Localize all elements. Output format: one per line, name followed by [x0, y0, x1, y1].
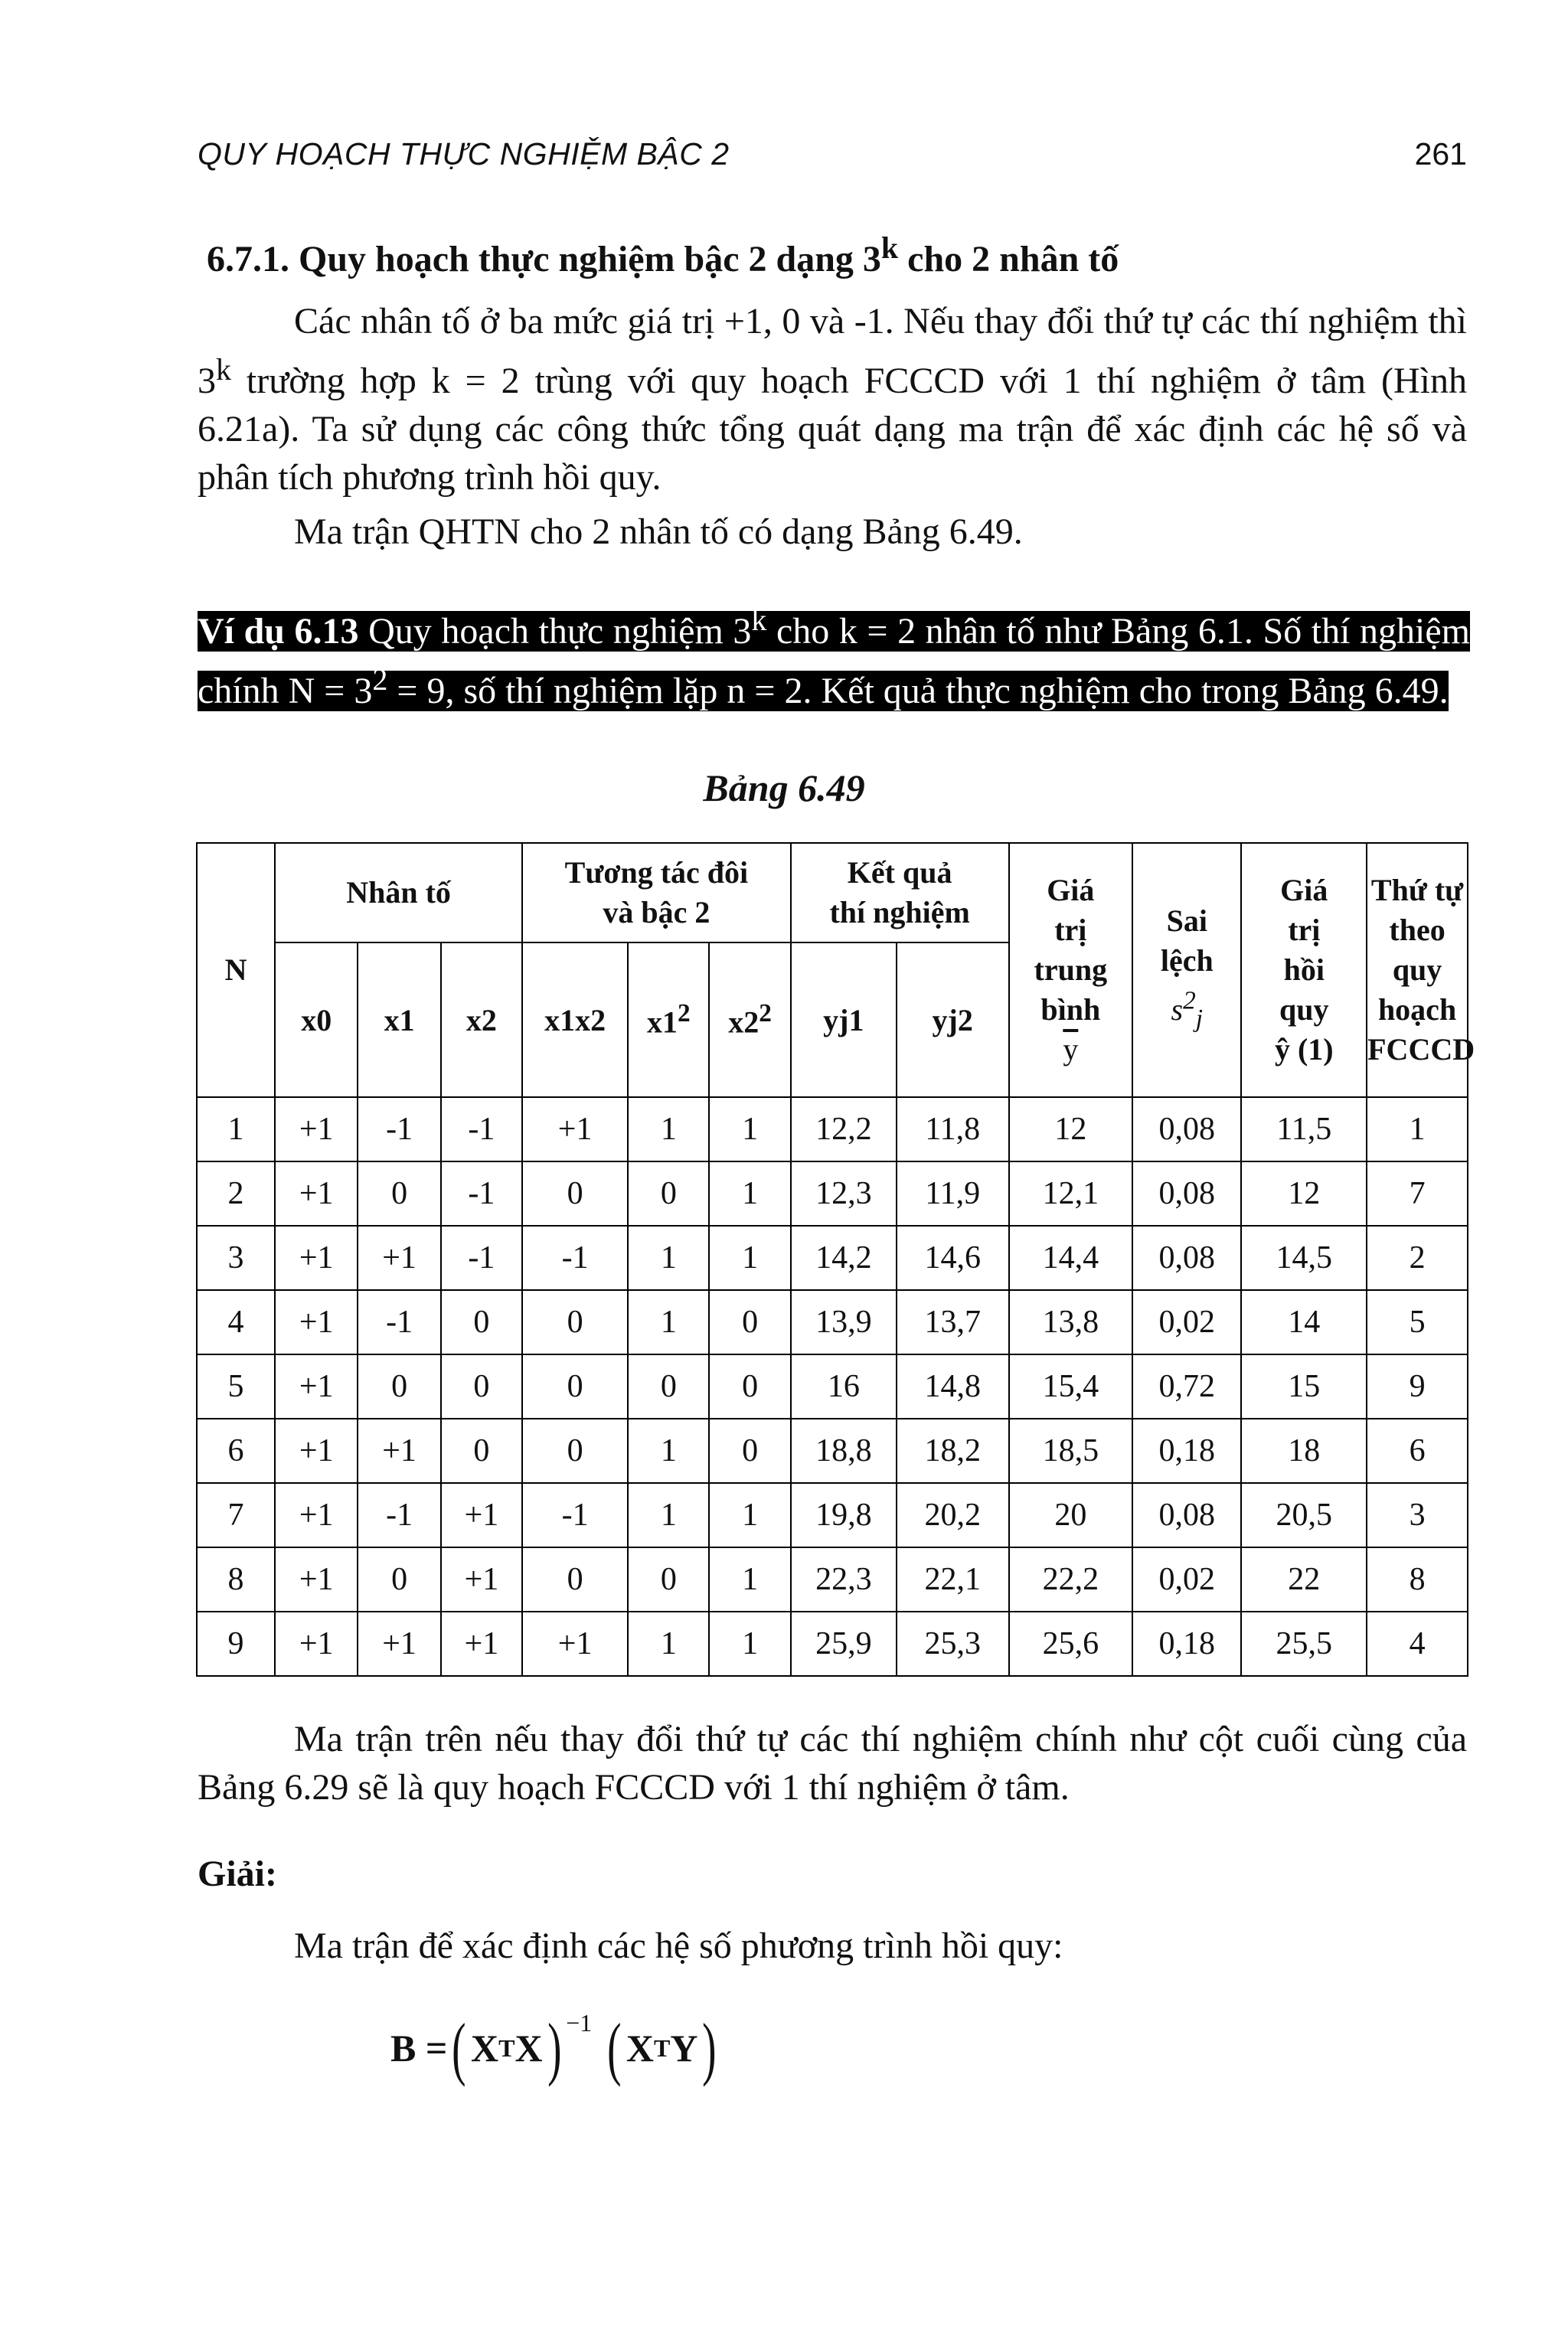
table-cell: 20 [1009, 1483, 1133, 1547]
table-cell: 8 [197, 1547, 275, 1612]
table-caption: Bảng 6.49 [703, 766, 865, 809]
table-cell: 25,9 [791, 1612, 897, 1676]
table-cell: 0 [522, 1161, 628, 1226]
table-cell: 11,8 [897, 1097, 1009, 1161]
table-cell: 0,18 [1132, 1419, 1241, 1483]
table-cell: 14,5 [1241, 1226, 1367, 1290]
table-cell: 22,2 [1009, 1547, 1133, 1612]
table-cell: +1 [441, 1612, 522, 1676]
table-cell: 9 [197, 1612, 275, 1676]
table-cell: 25,5 [1241, 1612, 1367, 1676]
table-cell: 2 [1367, 1226, 1468, 1290]
table-cell: 3 [197, 1226, 275, 1290]
table-cell: 0,72 [1132, 1354, 1241, 1419]
header-mean: Giá trị trung bình $\overline{y}$ [1009, 843, 1133, 1097]
table-cell: +1 [275, 1419, 358, 1483]
table-cell: 6 [1367, 1419, 1468, 1483]
table-cell: 12 [1009, 1097, 1133, 1161]
table-cell: 1 [709, 1097, 790, 1161]
table-cell: 0 [358, 1354, 440, 1419]
table-cell: 0,02 [1132, 1290, 1241, 1354]
table-cell: 13,8 [1009, 1290, 1133, 1354]
table-cell: 11,5 [1241, 1097, 1367, 1161]
table-cell: 15 [1241, 1354, 1367, 1419]
table-cell: 0 [522, 1419, 628, 1483]
header-yj1: yj1 [791, 942, 897, 1097]
table-cell: 18,8 [791, 1419, 897, 1483]
table-cell: 1 [709, 1483, 790, 1547]
table-cell: +1 [358, 1419, 440, 1483]
table-cell: 0 [441, 1419, 522, 1483]
table-cell: 1 [709, 1547, 790, 1612]
header-x2: x2 [441, 942, 522, 1097]
table-cell: 12 [1241, 1161, 1367, 1226]
table-cell: 1 [1367, 1097, 1468, 1161]
table-cell: 3 [1367, 1483, 1468, 1547]
table-cell: 0,08 [1132, 1226, 1241, 1290]
example-label: Ví dụ 6.13 [198, 611, 359, 652]
header-regression: Giá trị hồi quy ŷ (1) [1241, 843, 1367, 1097]
table-cell: -1 [522, 1483, 628, 1547]
table-cell: 19,8 [791, 1483, 897, 1547]
table-cell: +1 [275, 1354, 358, 1419]
header-x0: x0 [275, 942, 358, 1097]
header-x1-squared: $x1^2$ [628, 942, 709, 1097]
table-cell: 6 [197, 1419, 275, 1483]
table-cell: 1 [709, 1612, 790, 1676]
table-cell: 1 [709, 1226, 790, 1290]
table-cell: +1 [275, 1097, 358, 1161]
table-cell: 18,2 [897, 1419, 1009, 1483]
table-cell: 14,2 [791, 1226, 897, 1290]
page-header [198, 136, 1467, 172]
table-cell: 20,2 [897, 1483, 1009, 1547]
table-reference-paragraph: Ma trận QHTN cho 2 nhân tố có dạng Bảng 6.49. [294, 511, 1023, 552]
table-cell: 1 [628, 1612, 709, 1676]
table-cell: +1 [358, 1612, 440, 1676]
table-cell: 0 [441, 1354, 522, 1419]
table-header-row-1 [197, 843, 1468, 942]
table-cell: 1 [709, 1161, 790, 1226]
header-interactions: Tương tác đôi và bậc 2 [522, 843, 791, 942]
table-cell: 5 [1367, 1290, 1468, 1354]
table-cell: 4 [1367, 1612, 1468, 1676]
table-cell: 8 [1367, 1547, 1468, 1612]
header-x1x2: x1x2 [522, 942, 628, 1097]
table-cell: -1 [358, 1097, 440, 1161]
table-cell: 14,4 [1009, 1226, 1133, 1290]
table-cell: 1 [197, 1097, 275, 1161]
solution-paragraph: Ma trận để xác định các hệ số phương trình hồi quy: [294, 1926, 1063, 1966]
table-cell: 0 [522, 1547, 628, 1612]
table-row [197, 1547, 1468, 1612]
example-box: Ví dụ 6.13 Quy hoạch thực nghiệm 3$^k$ cho k = 2 nhân tố như Bảng 6.1. Số thí nghiệm chính $N = 3^2 = 9$, số thí nghiệm lặp n = 2. Kết quả thực nghiệm cho trong Bảng 6.49. [198, 603, 1471, 711]
table-cell: 12,2 [791, 1097, 897, 1161]
table-cell: 9 [1367, 1354, 1468, 1419]
table-cell: 0,08 [1132, 1097, 1241, 1161]
table-cell: 0 [628, 1354, 709, 1419]
table-cell: 11,9 [897, 1161, 1009, 1226]
table-row [197, 1354, 1468, 1419]
intro-paragraph: Các nhân tố ở ba mức giá trị +1, 0 và -1. Nếu thay đổi thứ tự các thí nghiệm thì 3$^k$ trường hợp k = 2 trùng với quy hoạch FCCCD với 1 thí nghiệm ở tâm (Hình 6.21a). Ta sử dụng các công thức tổng quát dạng ma trận để xác định các hệ số và phân tích phương trình hồi quy. [198, 301, 1467, 498]
table-cell: 0 [628, 1547, 709, 1612]
table-cell: 0 [709, 1290, 790, 1354]
table-cell: 1 [628, 1483, 709, 1547]
header-order: Thứ tự theo quy hoạch FCCCD [1367, 843, 1468, 1097]
table-cell: +1 [275, 1161, 358, 1226]
table-cell: 0 [709, 1419, 790, 1483]
table-body [197, 1097, 1468, 1676]
table-cell: 13,7 [897, 1290, 1009, 1354]
table-cell: +1 [522, 1612, 628, 1676]
solution-label: Giải: [198, 1854, 277, 1894]
header-yj2: yj2 [897, 942, 1009, 1097]
table-cell: 15,4 [1009, 1354, 1133, 1419]
regression-formula: B = ( X T X ) $^{-1}$ ( X T Y ) [390, 2009, 717, 2087]
table-cell: -1 [358, 1290, 440, 1354]
table-cell: 12,1 [1009, 1161, 1133, 1226]
header-factors: Nhân tố [275, 843, 522, 942]
table-cell: 0,02 [1132, 1547, 1241, 1612]
table-cell: 14 [1241, 1290, 1367, 1354]
section-heading: 6.7.1. Quy hoạch thực nghiệm bậc 2 dạng 3$^k$ cho 2 nhân tố [207, 230, 1119, 279]
table-cell: 14,6 [897, 1226, 1009, 1290]
table-cell: 22,1 [897, 1547, 1009, 1612]
table-cell: 16 [791, 1354, 897, 1419]
table-cell: 18,5 [1009, 1419, 1133, 1483]
table-cell: +1 [275, 1612, 358, 1676]
table-cell: +1 [441, 1483, 522, 1547]
table-cell: 25,3 [897, 1612, 1009, 1676]
table-cell: 14,8 [897, 1354, 1009, 1419]
table-cell: 0,08 [1132, 1483, 1241, 1547]
table-cell: 22,3 [791, 1547, 897, 1612]
table-cell: 7 [1367, 1161, 1468, 1226]
table-cell: 2 [197, 1161, 275, 1226]
table-cell: 12,3 [791, 1161, 897, 1226]
table-row [197, 1161, 1468, 1226]
table-cell: 5 [197, 1354, 275, 1419]
table-cell: 1 [628, 1290, 709, 1354]
table-cell: 0 [522, 1290, 628, 1354]
table-row [197, 1612, 1468, 1676]
running-title: QUY HOẠCH THỰC NGHIỆM BẬC 2 [198, 136, 730, 172]
table-cell: 0 [709, 1354, 790, 1419]
header-results: Kết quả thí nghiệm [791, 843, 1009, 942]
table-cell: 18 [1241, 1419, 1367, 1483]
table-cell: 0 [358, 1547, 440, 1612]
table-cell: +1 [522, 1097, 628, 1161]
header-n: N [197, 843, 275, 1097]
table-cell: 7 [197, 1483, 275, 1547]
table-cell: +1 [275, 1290, 358, 1354]
table-cell: +1 [358, 1226, 440, 1290]
table-cell: -1 [441, 1161, 522, 1226]
table-cell: +1 [275, 1547, 358, 1612]
table-cell: 13,9 [791, 1290, 897, 1354]
table-cell: +1 [441, 1547, 522, 1612]
table-row [197, 1483, 1468, 1547]
table-cell: 4 [197, 1290, 275, 1354]
table-cell: -1 [522, 1226, 628, 1290]
table-cell: 0 [358, 1161, 440, 1226]
table-cell: +1 [275, 1226, 358, 1290]
table-cell: 22 [1241, 1547, 1367, 1612]
table-row [197, 1290, 1468, 1354]
table-row [197, 1226, 1468, 1290]
table-cell: 1 [628, 1097, 709, 1161]
table-cell: 25,6 [1009, 1612, 1133, 1676]
table-cell: 0 [628, 1161, 709, 1226]
table-cell: 0,18 [1132, 1612, 1241, 1676]
table-cell: 0 [441, 1290, 522, 1354]
table-cell: 1 [628, 1419, 709, 1483]
table-cell: 1 [628, 1226, 709, 1290]
note-paragraph: Ma trận trên nếu thay đổi thứ tự các thí nghiệm chính như cột cuối cùng của Bảng 6.29 sẽ là quy hoạch FCCCD với 1 thí nghiệm ở tâm. [198, 1719, 1467, 1808]
table-cell: -1 [358, 1483, 440, 1547]
header-x2-squared: $x2^2$ [709, 942, 790, 1097]
page-number: 261 [1414, 136, 1467, 172]
experiment-table [196, 842, 1475, 1677]
table-cell: 0 [522, 1354, 628, 1419]
table-cell: +1 [275, 1483, 358, 1547]
table-cell: 0,08 [1132, 1161, 1241, 1226]
table-row [197, 1419, 1468, 1483]
table-cell: -1 [441, 1226, 522, 1290]
table-row [197, 1097, 1468, 1161]
table-cell: 20,5 [1241, 1483, 1367, 1547]
header-deviation: Sai lệch $s^2_j$ [1132, 843, 1241, 1097]
table-cell: -1 [441, 1097, 522, 1161]
header-x1: x1 [358, 942, 440, 1097]
